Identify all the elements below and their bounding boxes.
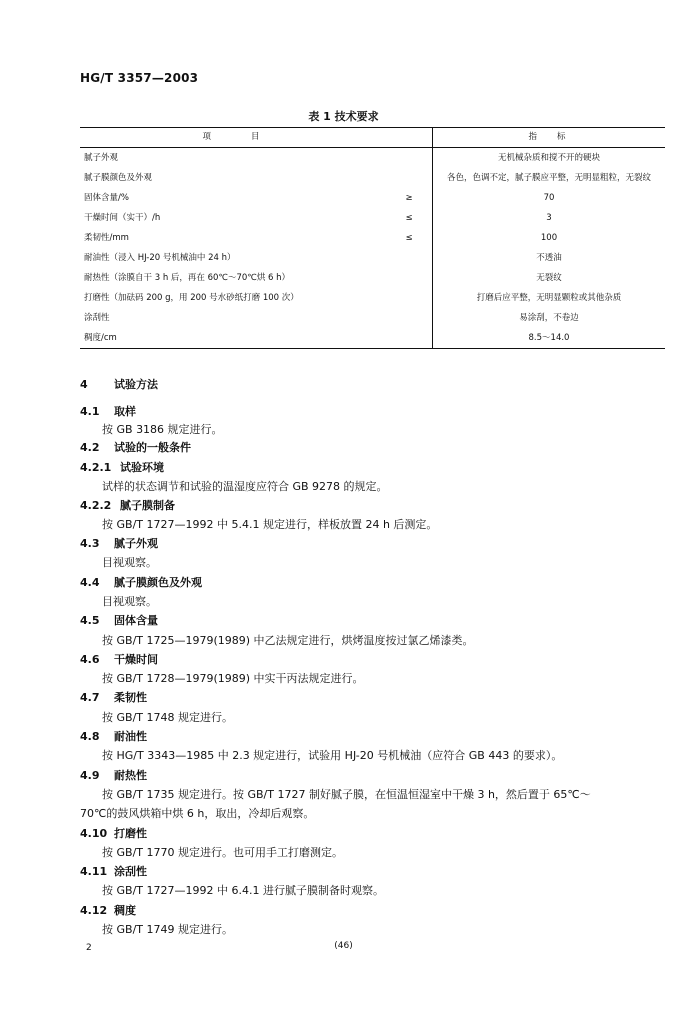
section-number: 4 [80,378,88,391]
row-value: 3 [546,213,552,223]
table-header-row [80,128,665,148]
paragraph-line: 按 GB/T 1727—1992 中 5.4.1 规定进行，样板放置 24 h 后测定。 [102,518,438,531]
section-heading [80,376,158,392]
row-item: 耐油性（浸入 HJ-20 号机械油中 24 h） [84,253,236,263]
subsection-heading: 4.8 耐油性 [80,730,147,743]
paragraph-line: 试样的状态调节和试验的温湿度应符合 GB 9278 的规定。 [102,480,388,493]
row-comparator [386,288,433,308]
row-value: 无裂纹 [536,273,562,283]
subsection-heading: 4.2 试验的一般条件 [80,441,191,454]
row-item: 腻子膜颜色及外观 [84,173,153,183]
row-comparator: ≥ [386,188,433,208]
row-item: 干燥时间（实干）/h [84,213,161,223]
row-value: 各色，色调不定，腻子膜应平整，无明显粗粒，无裂纹 [446,173,651,183]
row-comparator: ≤ [386,208,433,228]
section-title: 试验方法 [114,378,158,391]
table-caption: 表 1 技术要求 [308,110,379,123]
row-value: 100 [540,233,558,243]
paragraph-line: 按 GB/T 1770 规定进行。也可用手工打磨测定。 [102,846,343,859]
row-comparator [386,168,433,188]
subsection-heading: 4.5 固体含量 [80,614,158,627]
header-spacer [386,128,433,148]
table-row [80,288,665,308]
row-comparator [386,308,433,328]
row-value: 8.5～14.0 [528,333,570,343]
table-row [80,328,665,349]
row-value: 易涂刮，不卷边 [519,313,579,323]
paragraph-line: 按 GB 3186 规定进行。 [102,423,223,436]
paragraph-line: 目视观察。 [102,556,157,569]
paragraph-line: 按 GB/T 1748 规定进行。 [102,711,233,724]
table-row [80,228,665,248]
subsection-heading: 4.3 腻子外观 [80,537,158,550]
row-comparator: ≤ [386,228,433,248]
subsection-heading: 4.11 涂刮性 [80,865,147,878]
subsection-heading: 4.7 柔韧性 [80,691,147,704]
subsection-heading: 4.6 干燥时间 [80,653,158,666]
row-comparator [386,148,433,169]
subsection-heading: 4.12 稠度 [80,904,136,917]
row-item: 涂刮性 [84,313,110,323]
row-item: 稠度/cm [84,333,117,343]
paragraph-line: 目视观察。 [102,595,157,608]
subsection-heading: 4.2.1 试验环境 [80,461,164,474]
table-row [80,268,665,288]
row-comparator [386,248,433,268]
document-code: HG/T 3357—2003 [80,71,199,85]
subsection-heading: 4.9 耐热性 [80,769,147,782]
row-value: 70 [543,193,555,203]
technical-requirements-table [80,127,665,349]
header-item: 项目 [80,128,386,148]
table-row [80,168,665,188]
subsection-heading: 4.2.2 腻子膜制备 [80,499,175,512]
subsection-heading: 4.10 打磨性 [80,827,147,840]
table-row [80,308,665,328]
table-row [80,148,665,169]
subsection-heading: 4.1 取样 [80,405,136,418]
row-value: 无机械杂质和搅不开的硬块 [497,153,600,163]
row-value: 打磨后应平整，无明显颗粒或其他杂质 [476,293,622,303]
row-comparator [386,328,433,349]
table-row [80,248,665,268]
row-item: 腻子外观 [84,153,119,163]
row-value: 不透油 [536,253,562,263]
row-comparator [386,268,433,288]
table-row [80,188,665,208]
paragraph-line: 按 GB/T 1735 规定进行。按 GB/T 1727 制好腻子膜，在恒温恒湿室中干燥 3 h，然后置于 65℃～ [102,788,591,801]
subsection-heading: 4.4 腻子膜颜色及外观 [80,576,202,589]
paragraph-line: 70℃的鼓风烘箱中烘 6 h，取出，冷却后观察。 [80,807,315,820]
row-item: 打磨性（加砝码 200 g，用 200 号水砂纸打磨 100 次） [84,293,299,303]
paragraph-line: 按 HG/T 3343—1985 中 2.3 规定进行，试验用 HJ-20 号机械油（应符合 GB 443 的要求）。 [102,749,563,762]
center-page-mark: (46) [334,941,353,951]
paragraph-line: 按 GB/T 1749 规定进行。 [102,923,233,936]
paragraph-line: 按 GB/T 1728—1979(1989) 中实干丙法规定进行。 [102,672,364,685]
row-item: 固体含量/% [84,193,129,203]
row-item: 柔韧性/mm [84,233,129,243]
table-row [80,208,665,228]
paragraph-line: 按 GB/T 1727—1992 中 6.4.1 进行腻子膜制备时观察。 [102,884,384,897]
paragraph-line: 按 GB/T 1725—1979(1989) 中乙法规定进行，烘烤温度按过氯乙烯漆类。 [102,634,474,647]
page-number: 2 [86,943,92,953]
row-item: 耐热性（涂膜自干 3 h 后，再在 60℃～70℃烘 6 h） [84,273,291,283]
header-value: 指标 [433,128,666,148]
